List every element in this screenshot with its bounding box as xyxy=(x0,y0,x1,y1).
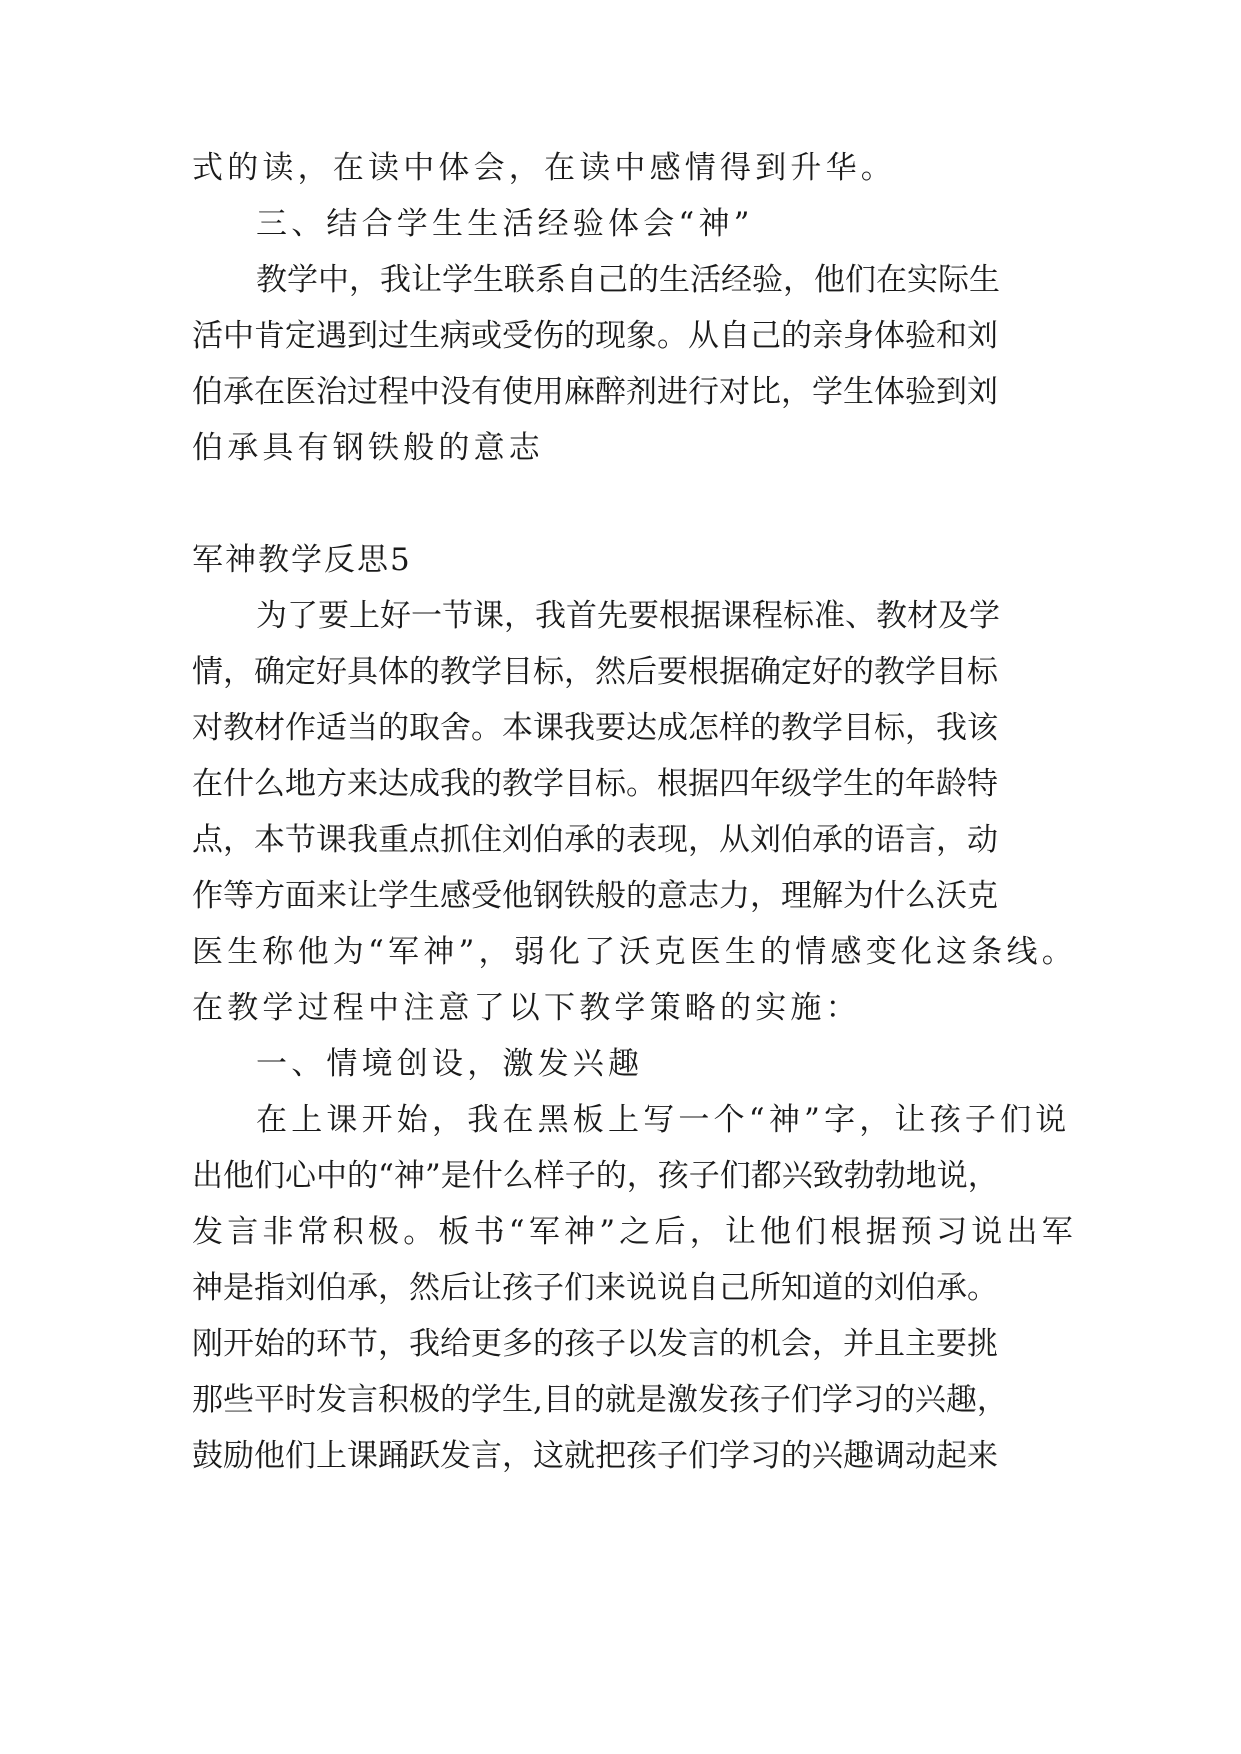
section-heading: 一、情境创设，激发兴趣 xyxy=(256,1046,644,1082)
paragraph-line: 点，本节课我重点抓住刘伯承的表现，从刘伯承的语言，动 xyxy=(192,822,998,858)
article-title: 军神教学反思5 xyxy=(192,542,412,578)
paragraph-line: 伯承具有钢铁般的意志 xyxy=(192,430,544,466)
paragraph-line: 医生称他为“军神”，弱化了沃克医生的情感变化这条线。 xyxy=(192,934,1077,970)
paragraph-line: 神是指刘伯承，然后让孩子们来说说自己所知道的刘伯承。 xyxy=(192,1270,998,1306)
paragraph-line: 鼓励他们上课踊跃发言，这就把孩子们学习的兴趣调动起来 xyxy=(192,1438,998,1474)
paragraph-line: 在什么地方来达成我的教学目标。根据四年级学生的年龄特 xyxy=(192,766,998,802)
paragraph-line: 活中肯定遇到过生病或受伤的现象。从自己的亲身体验和刘 xyxy=(192,318,998,354)
paragraph-line: 在上课开始，我在黑板上写一个“神”字，让孩子们说 xyxy=(256,1102,1071,1138)
paragraph-line: 为了要上好一节课，我首先要根据课程标准、教材及学 xyxy=(256,598,1000,634)
paragraph-line: 教学中，我让学生联系自己的生活经验，他们在实际生 xyxy=(256,262,1000,298)
paragraph-line: 作等方面来让学生感受他钢铁般的意志力，理解为什么沃克 xyxy=(192,878,998,914)
paragraph-line: 对教材作适当的取舍。本课我要达成怎样的教学目标，我该 xyxy=(192,710,998,746)
paragraph-line: 出他们心中的“神”是什么样子的，孩子们都兴致勃勃地说， xyxy=(192,1158,999,1194)
paragraph-line: 那些平时发言积极的学生,目的就是激发孩子们学习的兴趣， xyxy=(192,1382,1008,1418)
paragraph-line: 式的读，在读中体会，在读中感情得到升华。 xyxy=(192,150,896,186)
paragraph-line: 伯承在医治过程中没有使用麻醉剂进行对比，学生体验到刘 xyxy=(192,374,998,410)
paragraph-line: 刚开始的环节，我给更多的孩子以发言的机会，并且主要挑 xyxy=(192,1326,998,1362)
paragraph-line: 在教学过程中注意了以下教学策略的实施： xyxy=(192,990,861,1026)
section-heading: 三、结合学生生活经验体会“神” xyxy=(256,206,754,242)
paragraph-line: 情，确定好具体的教学目标，然后要根据确定好的教学目标 xyxy=(192,654,998,690)
paragraph-line: 发言非常积极。板书“军神”之后，让他们根据预习说出军 xyxy=(192,1214,1077,1250)
